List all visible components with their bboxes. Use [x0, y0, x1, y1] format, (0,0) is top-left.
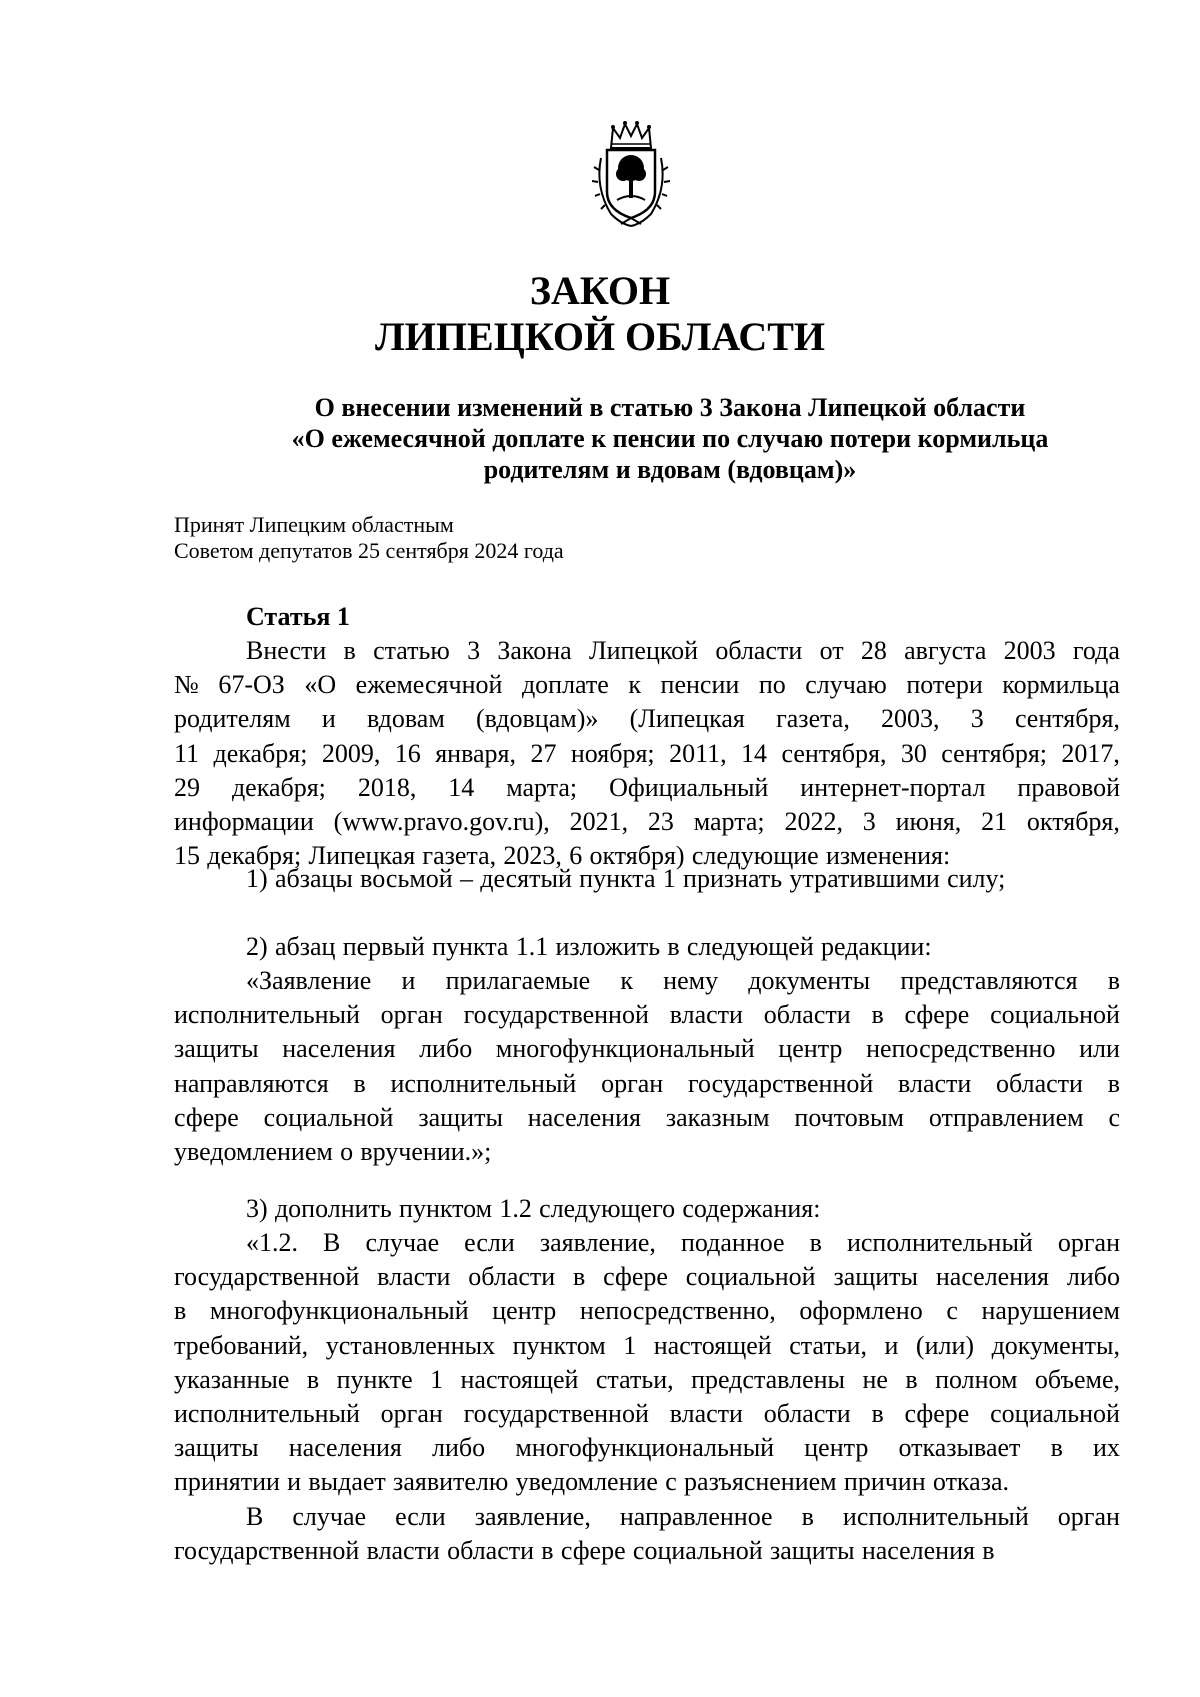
article-heading: Статья 1 — [246, 602, 350, 631]
word: сфере — [560, 1536, 626, 1566]
word: защиты — [418, 1102, 503, 1132]
word: статьи, — [595, 1364, 674, 1394]
word: газета, — [422, 841, 497, 871]
word: сентября, — [1014, 704, 1120, 734]
word: социальной — [263, 1102, 394, 1132]
word: центр — [804, 1433, 869, 1463]
word: 2022, — [784, 807, 843, 837]
word: 1) — [246, 864, 268, 893]
document-subject — [240, 392, 1100, 485]
word: 28 — [860, 636, 887, 665]
word: вручении.»; — [360, 1137, 492, 1167]
word: 1 — [623, 1330, 637, 1360]
word: либо — [432, 1433, 486, 1463]
word: защиты — [174, 1433, 259, 1463]
word: заявителю — [393, 1467, 509, 1497]
word: в — [982, 1536, 995, 1566]
word: случае — [365, 1228, 440, 1257]
word: потери — [906, 670, 983, 700]
word: орган — [1057, 1502, 1120, 1531]
word: орган — [601, 1068, 664, 1098]
word: объеме, — [1034, 1364, 1120, 1394]
word: требований, — [174, 1330, 309, 1360]
word: 2011, — [669, 738, 727, 768]
word: в — [667, 932, 680, 961]
word: пунктом — [399, 1194, 493, 1223]
text-line — [174, 634, 1120, 668]
word: 3 — [970, 704, 984, 734]
word: власти — [669, 1000, 743, 1030]
word: сфере — [904, 1399, 970, 1429]
word: 2003 — [1003, 636, 1056, 665]
word: Внести — [246, 636, 327, 665]
word: либо — [419, 1034, 473, 1064]
word: власти — [366, 1536, 440, 1566]
word: (Липецкая — [629, 704, 745, 734]
word: – — [459, 864, 473, 893]
word: утратившими — [789, 864, 940, 893]
word: социальной — [632, 1536, 763, 1566]
word: в — [573, 1262, 586, 1292]
word: выдает — [308, 1467, 386, 1497]
word: 11 — [174, 738, 200, 768]
text-line — [174, 1101, 1120, 1135]
word: в — [905, 1364, 918, 1394]
word: к — [628, 670, 641, 700]
word: в — [353, 1068, 366, 1098]
text-line — [174, 1534, 1120, 1568]
word: пенсии — [660, 670, 740, 700]
word: от — [819, 636, 844, 665]
word: 2018, — [357, 772, 417, 802]
word: марта; — [506, 772, 578, 802]
word: уведомление — [515, 1467, 658, 1497]
word: области — [996, 1068, 1083, 1098]
word: 23 — [647, 807, 674, 837]
text-line — [174, 1226, 1120, 1260]
word: в — [1050, 1433, 1063, 1463]
word: орган — [380, 1399, 443, 1429]
text-line — [174, 1363, 1120, 1397]
word: заявление, — [474, 1502, 591, 1531]
word: по — [758, 670, 786, 700]
word: если — [464, 1228, 515, 1257]
text-line — [174, 1135, 1120, 1169]
word: в — [343, 636, 356, 665]
word: случае — [292, 1502, 367, 1531]
word: орган — [380, 1000, 443, 1030]
text-line — [174, 930, 1120, 964]
word: власти — [377, 1262, 451, 1292]
word: информации — [174, 807, 314, 837]
word: непосредственно, — [579, 1296, 776, 1326]
word: «О — [304, 670, 337, 700]
word: 6 — [569, 841, 583, 871]
word: или — [1079, 1034, 1120, 1064]
word: государственной — [463, 1399, 649, 1429]
word: пункта — [579, 864, 656, 893]
word: их — [1093, 1433, 1120, 1463]
word: 2003, — [881, 704, 940, 734]
adoption-note — [174, 512, 564, 564]
adoption-line: Принят Липецким областным — [174, 512, 454, 537]
word: с — [665, 1467, 677, 1497]
word: нарушением — [981, 1296, 1120, 1326]
word: 2009, — [321, 738, 381, 768]
word: октября) — [589, 841, 685, 871]
word: силу; — [947, 864, 1006, 893]
word: изложить — [555, 932, 661, 961]
word: В — [323, 1228, 341, 1257]
word: защиты — [174, 1034, 259, 1064]
word: социальной — [990, 1000, 1120, 1030]
word: следующего — [539, 1194, 676, 1223]
word: 2023, — [503, 841, 562, 871]
word: отказа. — [932, 1467, 1010, 1497]
word: 1 — [430, 1364, 444, 1394]
paragraph — [174, 1226, 1120, 1500]
word: заявление, — [539, 1228, 656, 1257]
word: исполнительный — [174, 1399, 360, 1429]
word: населения — [935, 1262, 1050, 1292]
word: Закона — [497, 636, 572, 665]
word: не — [862, 1364, 888, 1394]
word: «1.2. — [246, 1228, 298, 1257]
word: в — [1107, 1068, 1120, 1098]
word: восьмой — [360, 864, 453, 893]
word: ежемесячной — [355, 670, 503, 700]
text-line — [174, 1500, 1120, 1534]
word: государственной — [174, 1262, 360, 1292]
word: следующей — [686, 932, 814, 961]
word: абзацы — [274, 864, 353, 893]
word: кормильца — [1002, 670, 1120, 700]
word: нему — [663, 966, 719, 995]
word: многофункциональный — [495, 1034, 755, 1064]
word: области — [468, 1262, 556, 1292]
word: в — [1107, 966, 1120, 995]
word: 1.2 — [499, 1194, 532, 1223]
word: государственной — [174, 1536, 360, 1566]
word: направленное — [619, 1502, 773, 1531]
word: если — [395, 1502, 446, 1531]
paragraph — [174, 1192, 1120, 1226]
word: области — [763, 1000, 851, 1030]
subject-line: «О ежемесячной доплате к пенсии по случаю потери кормильца — [291, 424, 1049, 453]
word: многофункциональный — [209, 1296, 469, 1326]
word: сентября; — [941, 738, 1047, 768]
word: пункта — [432, 932, 509, 961]
word: и — [401, 966, 416, 995]
paragraph — [174, 862, 1120, 896]
word: власти — [898, 1068, 972, 1098]
word: 16 — [394, 738, 421, 768]
text-line — [174, 1192, 1120, 1226]
word: защиты — [769, 1536, 855, 1566]
word: оформлено — [799, 1296, 923, 1326]
word: с — [946, 1296, 958, 1326]
word: «Заявление — [246, 966, 372, 995]
word: сфере — [174, 1102, 239, 1132]
paragraph — [174, 634, 1120, 873]
word: направляются — [174, 1068, 329, 1098]
text-line — [174, 1397, 1120, 1431]
word: 30 — [900, 738, 927, 768]
word: изменения: — [825, 841, 951, 871]
word: (или) — [915, 1330, 975, 1360]
word: к — [620, 966, 633, 995]
word: в — [809, 1228, 822, 1257]
text-line — [174, 1329, 1120, 1363]
word: редакции: — [821, 932, 932, 961]
word: полном — [935, 1364, 1018, 1394]
text-line — [174, 1260, 1120, 1294]
word: почтовым — [794, 1102, 904, 1132]
word: (www.pravo.gov.ru), — [333, 807, 550, 837]
word: власти — [669, 1399, 743, 1429]
word: ноября; — [570, 738, 655, 768]
word: дополнить — [274, 1194, 392, 1223]
word: Официальный — [609, 772, 769, 802]
word: в — [871, 1399, 884, 1429]
word: доплате — [521, 670, 609, 700]
text-line — [174, 964, 1120, 998]
word: социальной — [685, 1262, 816, 1292]
paragraph — [174, 930, 1120, 964]
word: 29 — [174, 772, 200, 802]
word: в — [871, 1000, 884, 1030]
text-line — [174, 1067, 1120, 1101]
word: защиты — [833, 1262, 919, 1292]
word: следующие — [691, 841, 819, 871]
text-line — [174, 771, 1120, 805]
text-line — [174, 737, 1120, 771]
word: и — [321, 704, 336, 734]
word: августа — [904, 636, 987, 665]
word: пунктом — [512, 1330, 606, 1360]
word: 2021, — [569, 807, 629, 837]
word: десятый — [480, 864, 572, 893]
word: марта; — [693, 807, 765, 837]
word: 14 — [741, 738, 768, 768]
word: сентября, — [781, 738, 887, 768]
word: декабря; — [231, 772, 326, 802]
text-line — [174, 668, 1120, 702]
word: правовой — [1017, 772, 1120, 802]
word: орган — [1057, 1228, 1120, 1257]
text-line — [174, 1294, 1120, 1328]
word: многофункциональный — [515, 1433, 775, 1463]
word: 1 — [662, 864, 676, 893]
subject-line: О внесении изменений в статью 3 Закона Липецкой области — [314, 393, 1026, 422]
word: государственной — [463, 1000, 649, 1030]
word: уведомлением — [174, 1137, 333, 1167]
text-line — [174, 1431, 1120, 1465]
word: государственной — [687, 1068, 874, 1098]
word: отказывает — [898, 1433, 1021, 1463]
adoption-line: Советом депутатов 25 сентября 2024 года — [174, 538, 564, 563]
word: июня, — [895, 807, 962, 837]
word: документы — [748, 966, 871, 995]
word: настоящей — [653, 1330, 772, 1360]
text-line — [174, 1465, 1120, 1499]
coat-of-arms-icon — [587, 118, 675, 230]
word: заказным — [665, 1102, 770, 1132]
word: области — [763, 1399, 851, 1429]
word: первый — [342, 932, 425, 961]
word: либо — [1066, 1262, 1120, 1292]
word: родителям — [174, 704, 291, 734]
word: 3 — [862, 807, 876, 837]
text-line — [174, 1032, 1120, 1066]
word: 1.1 — [515, 932, 549, 961]
word: и — [287, 1467, 302, 1497]
word: признать — [683, 864, 783, 893]
word: исполнительный — [842, 1502, 1029, 1531]
word: населения — [288, 1433, 402, 1463]
word: поданное — [680, 1228, 785, 1257]
word: области — [447, 1536, 535, 1566]
paragraph — [174, 1500, 1120, 1568]
word: абзац — [274, 932, 336, 961]
word: исполнительный — [174, 1000, 360, 1030]
word: представлены — [691, 1364, 845, 1394]
word: населения — [282, 1034, 396, 1064]
word: 3 — [467, 636, 481, 665]
word: года — [1072, 636, 1120, 665]
word: указанные — [174, 1364, 290, 1394]
subject-line: родителям и вдовам (вдовцам)» — [483, 455, 857, 484]
word: центр — [492, 1296, 557, 1326]
word: в — [306, 1364, 320, 1394]
word: (вдовцам)» — [476, 704, 599, 734]
word: 21 — [981, 807, 1008, 837]
word: интернет-портал — [800, 772, 986, 802]
word: принятии — [174, 1467, 280, 1497]
word: содержания: — [682, 1194, 821, 1223]
word: 3) — [246, 1194, 268, 1223]
word: области — [715, 636, 803, 665]
word: статью — [373, 636, 450, 665]
word: отправлением — [928, 1102, 1084, 1132]
word: Липецкая — [308, 841, 416, 871]
word: января, — [435, 738, 517, 768]
word: случаю — [805, 670, 887, 700]
word: сфере — [603, 1262, 668, 1292]
word: в — [541, 1536, 554, 1566]
word: с — [1108, 1102, 1120, 1132]
word: представляются — [900, 966, 1078, 995]
word: исполнительный — [390, 1068, 577, 1098]
document-title-region: ЛИПЕЦКОЙ ОБЛАСТИ — [375, 314, 825, 359]
text-line — [174, 805, 1120, 839]
word: исполнительный — [846, 1228, 1033, 1257]
word: 14 — [448, 772, 475, 802]
word: октября, — [1026, 807, 1120, 837]
word: В — [246, 1502, 264, 1531]
text-line — [174, 998, 1120, 1032]
word: настоящей — [460, 1364, 579, 1394]
text-line — [174, 862, 1120, 896]
word: населения — [861, 1536, 975, 1566]
word: вдовам — [367, 704, 445, 734]
word: статьи, — [789, 1330, 867, 1360]
word: Липецкой — [588, 636, 699, 665]
word: документы, — [991, 1330, 1120, 1360]
word: 2) — [246, 932, 268, 961]
word: прилагаемые — [445, 966, 591, 995]
word: непосредственно — [866, 1034, 1056, 1064]
word: в — [174, 1296, 187, 1326]
document-title: ЗАКОН — [529, 268, 671, 313]
word: газета, — [776, 704, 850, 734]
word: населения — [527, 1102, 641, 1132]
word: центр — [778, 1034, 843, 1064]
word: социальной — [990, 1399, 1120, 1429]
word: декабря; — [207, 841, 302, 871]
text-line — [174, 702, 1120, 736]
word: декабря; — [213, 738, 308, 768]
word: установленных — [325, 1330, 496, 1360]
paragraph — [174, 964, 1120, 1169]
word: причин — [843, 1467, 926, 1497]
word: сфере — [904, 1000, 970, 1030]
word: в — [801, 1502, 814, 1531]
word: 2017, — [1061, 738, 1120, 768]
word: 15 — [174, 841, 200, 871]
word: о — [340, 1137, 354, 1167]
word: 27 — [530, 738, 557, 768]
word: 67-ОЗ — [218, 670, 285, 700]
word: № — [174, 670, 199, 700]
word: разъяснением — [684, 1467, 837, 1497]
word: пункте — [336, 1364, 413, 1394]
word: и — [884, 1330, 899, 1360]
